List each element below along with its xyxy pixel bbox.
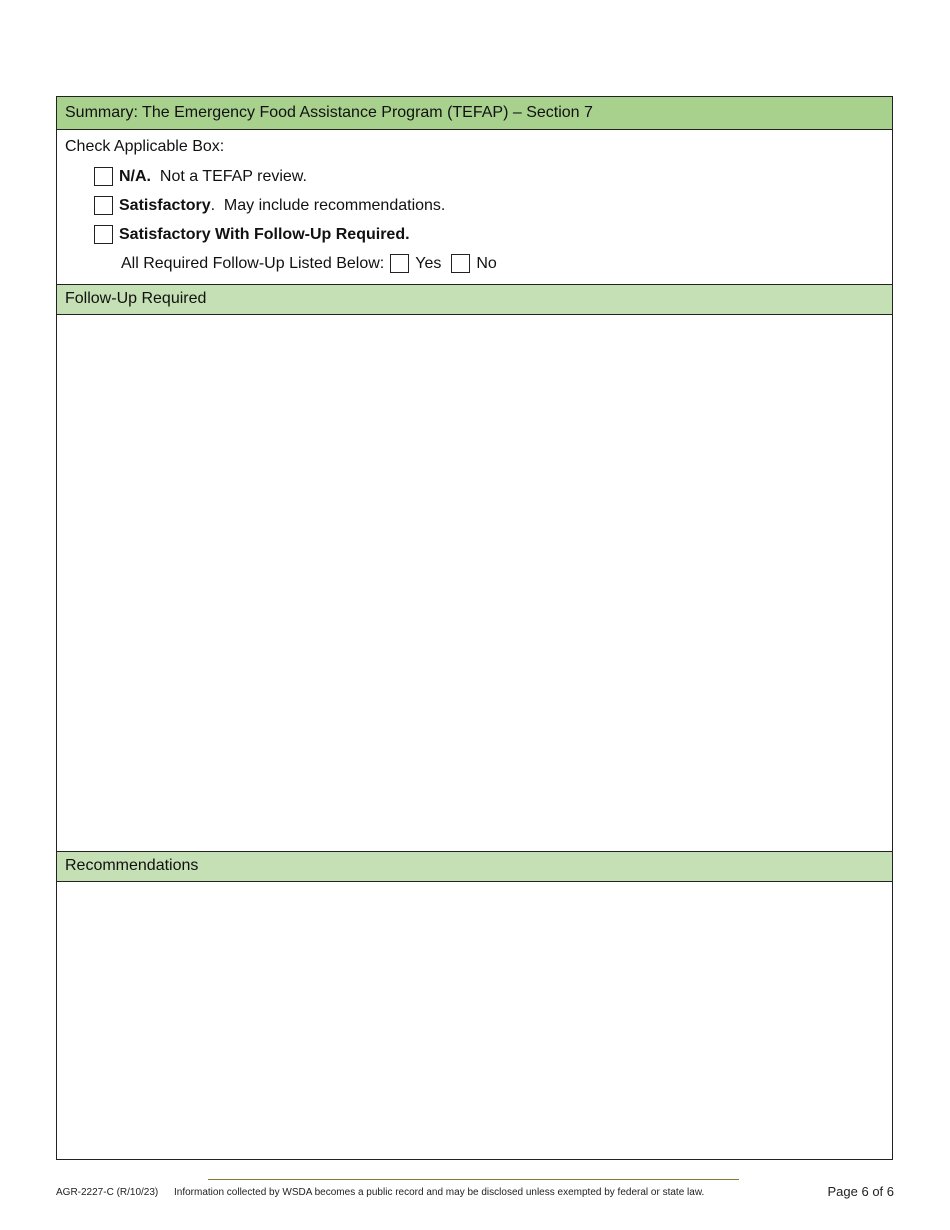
recommendations-field[interactable] bbox=[57, 882, 892, 1159]
followup-required-header: Follow-Up Required bbox=[57, 284, 892, 315]
footer-divider bbox=[208, 1179, 739, 1180]
option-satisfactory bbox=[94, 196, 445, 215]
form-id: AGR-2227-C (R/10/23) bbox=[56, 1187, 159, 1198]
followup-listed-label: All Required Follow-Up Listed Below: bbox=[121, 254, 385, 272]
followup-yes-label: Yes bbox=[415, 254, 442, 272]
option-na-text: Not a TEFAP review. bbox=[151, 167, 307, 185]
option-na bbox=[94, 167, 307, 186]
option-satisfactory-text: . May include recommendations. bbox=[210, 196, 446, 214]
followup-no-checkbox[interactable] bbox=[451, 254, 470, 273]
followup-no-label: No bbox=[476, 254, 497, 272]
recommendations-header: Recommendations bbox=[57, 851, 892, 882]
option-satisfactory-followup-bold: Satisfactory With Follow-Up Required. bbox=[119, 225, 410, 243]
public-record-notice: Information collected by WSDA becomes a public record and may be disclosed unless exempted by federal or state law. bbox=[174, 1187, 705, 1198]
tefap-summary-form bbox=[56, 96, 893, 1160]
check-prompt: Check Applicable Box: bbox=[65, 138, 225, 155]
satisfactory-followup-checkbox[interactable] bbox=[94, 225, 113, 244]
option-satisfactory-bold: Satisfactory bbox=[119, 196, 211, 214]
followup-required-field[interactable] bbox=[57, 315, 892, 851]
option-satisfactory-followup bbox=[94, 225, 410, 244]
na-checkbox[interactable] bbox=[94, 167, 113, 186]
page-number: Page 6 of 6 bbox=[827, 1184, 894, 1199]
satisfactory-checkbox[interactable] bbox=[94, 196, 113, 215]
followup-listed-row bbox=[121, 254, 497, 273]
followup-yes-checkbox[interactable] bbox=[390, 254, 409, 273]
option-na-bold: N/A. bbox=[119, 167, 151, 185]
check-options-section bbox=[57, 130, 892, 285]
section-header: Summary: The Emergency Food Assistance Program (TEFAP) – Section 7 bbox=[57, 97, 892, 130]
